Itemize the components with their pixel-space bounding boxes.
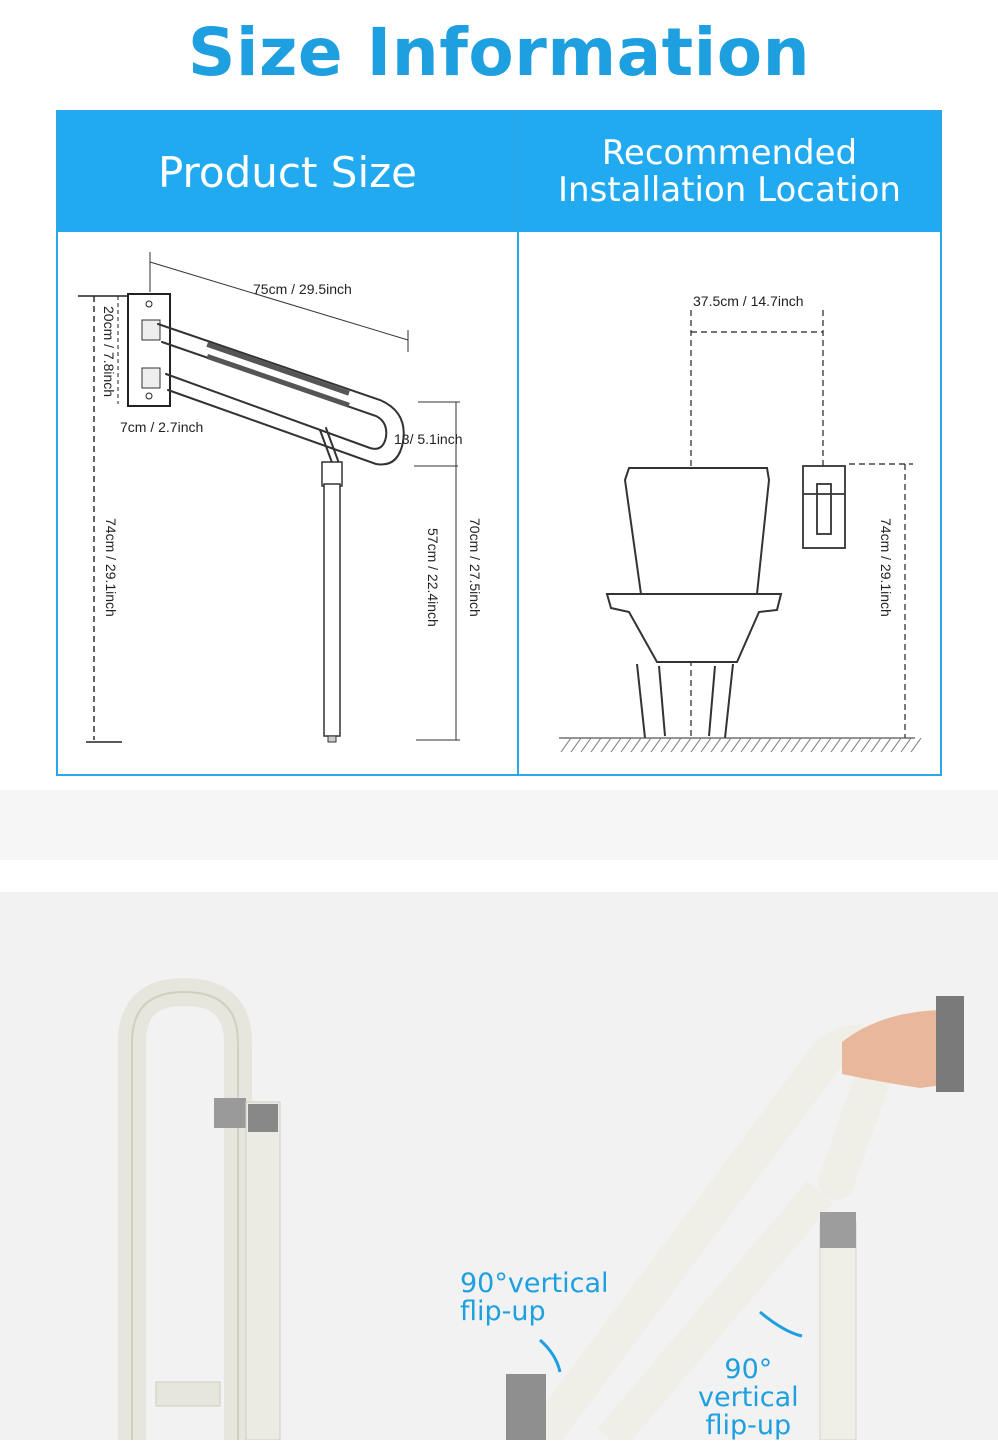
raised-bar <box>506 1043 880 1440</box>
hatch-line <box>621 738 631 752</box>
hatch-line <box>871 738 881 752</box>
product-size-header: Product Size <box>58 112 517 232</box>
installation-height-label: 74cm / 29.1inch <box>878 518 894 617</box>
hatch-line <box>721 738 731 752</box>
separator-band <box>0 790 998 860</box>
length-label: 75cm / 29.5inch <box>253 281 352 297</box>
hatch-line <box>611 738 621 752</box>
support-leg <box>322 462 342 742</box>
product-size-drawing <box>58 232 517 774</box>
size-table <box>56 110 942 776</box>
hatch-line <box>691 738 701 752</box>
hatch-line <box>701 738 711 752</box>
hatch-line <box>781 738 791 752</box>
hatch-line <box>671 738 681 752</box>
hatch-line <box>601 738 611 752</box>
hatch-line <box>631 738 641 752</box>
plate-depth-label: 7cm / 2.7inch <box>120 419 204 435</box>
hatch-line <box>801 738 811 752</box>
hatch-line <box>851 738 861 752</box>
hatch-line <box>591 738 601 752</box>
hatch-line <box>881 738 891 752</box>
flip-up-callout-right: 90° vertical flip-up <box>698 1354 799 1441</box>
leg-height-label: 57cm / 22.4inch <box>425 528 441 627</box>
hatch-line <box>641 738 651 752</box>
toilet <box>607 468 781 738</box>
hatch-line <box>751 738 761 752</box>
hatch-line <box>901 738 911 752</box>
hatch-line <box>571 738 581 752</box>
hatch-line <box>821 738 831 752</box>
gap-label: 13/ 5.1inch <box>394 431 463 447</box>
hatch-line <box>761 738 771 752</box>
hatch-line <box>771 738 781 752</box>
hatch-line <box>651 738 661 752</box>
hatch-line <box>831 738 841 752</box>
grab-bar <box>158 324 404 468</box>
total-height-label: 74cm / 29.1inch <box>103 518 119 617</box>
hatch-line <box>561 738 571 752</box>
wall-plate <box>128 294 170 406</box>
length-dimension <box>150 252 408 352</box>
wall-bracket <box>803 466 845 548</box>
hatch-line <box>791 738 801 752</box>
page-title: Size Information <box>187 14 811 91</box>
plate-height-label: 20cm / 7.8inch <box>101 306 117 398</box>
folded-bar <box>132 992 280 1440</box>
installation-location-header: Recommended Installation Location <box>519 112 940 232</box>
hatch-line <box>911 738 921 752</box>
product-photo <box>0 892 998 1440</box>
hatch-line <box>811 738 821 752</box>
hatch-line <box>581 738 591 752</box>
hatch-line <box>741 738 751 752</box>
hand-icon <box>842 996 964 1092</box>
offset-label: 37.5cm / 14.7inch <box>693 293 804 309</box>
grip-texture <box>206 342 349 408</box>
hatch-line <box>891 738 901 752</box>
hatch-line <box>841 738 851 752</box>
hatch-line <box>661 738 671 752</box>
flip-up-callout-left: 90°vertical flip-up <box>460 1268 609 1327</box>
bar-height-label: 70cm / 27.5inch <box>467 518 483 617</box>
floor-hatching <box>561 738 921 752</box>
hatch-line <box>711 738 721 752</box>
folded-grab-bar-image <box>0 892 998 1440</box>
installation-drawing <box>519 232 940 774</box>
hatch-line <box>861 738 871 752</box>
hatch-line <box>731 738 741 752</box>
separator-gap <box>0 860 998 892</box>
hatch-line <box>681 738 691 752</box>
